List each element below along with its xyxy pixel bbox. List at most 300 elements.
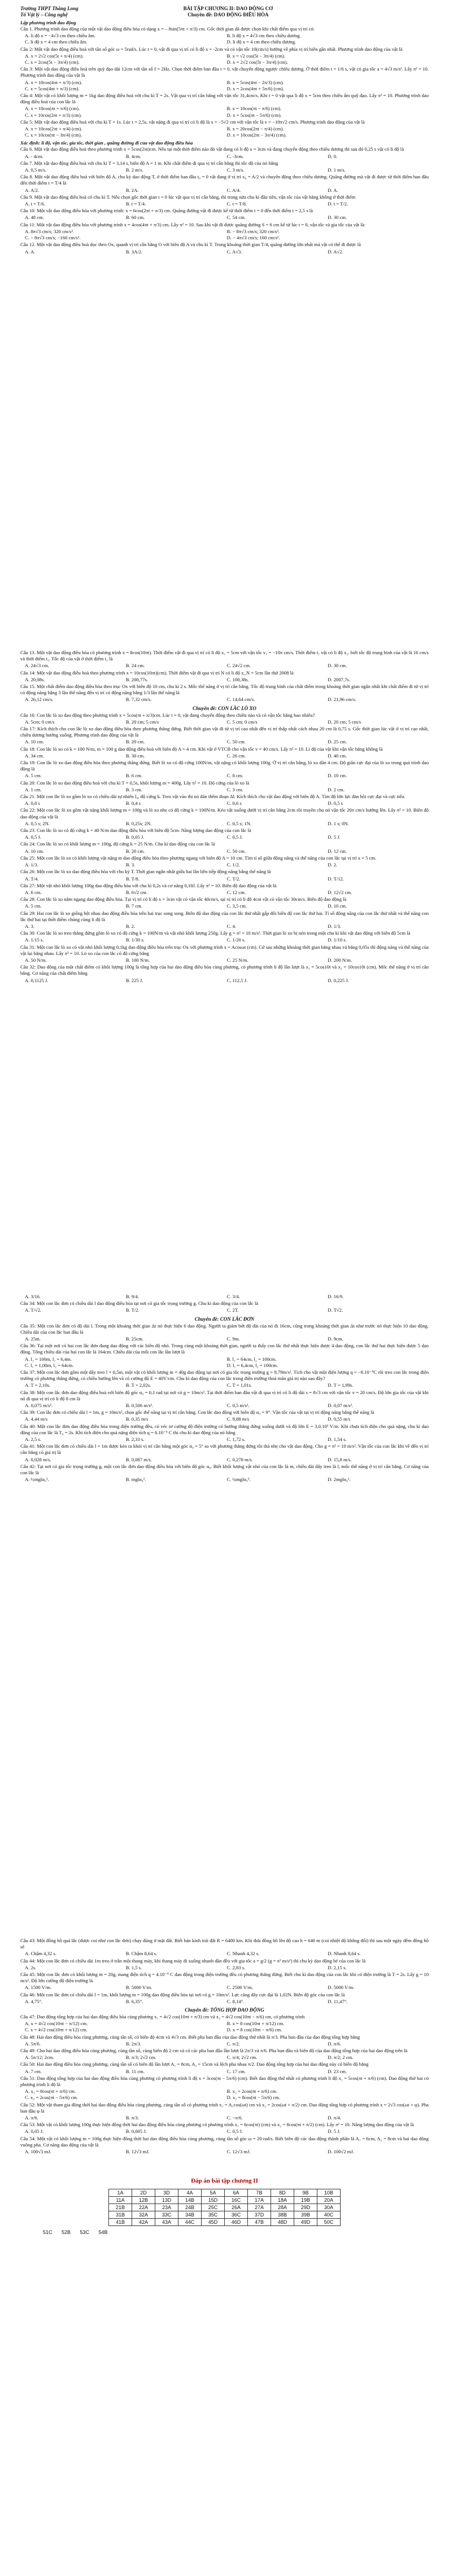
answer-key-cell: 37D: [248, 2211, 271, 2219]
option: B. 0,25s; 2N.: [125, 820, 152, 826]
option: B. 6√2 cm.: [125, 889, 147, 895]
option: C. 3,5 cm.: [226, 903, 247, 909]
answer-key-cell: 36C: [225, 2211, 248, 2219]
answer-key-cell: 49D: [294, 2219, 317, 2226]
option: D. 100√2 mJ.: [328, 2149, 354, 2155]
option: A. 1500 V/m.: [25, 1984, 52, 1991]
option: D. 11,47°.: [328, 1998, 348, 2004]
answer-options: [25, 978, 429, 984]
option: D. 30 cm.: [328, 663, 347, 669]
option: D. 12 cm.: [328, 848, 347, 854]
option: D. 2007,7s.: [328, 676, 350, 682]
answer-key-cell: 47B: [248, 2219, 271, 2226]
answer-options: [25, 1436, 429, 1443]
answer-key-cell: 21B: [109, 2204, 132, 2211]
option: B. 11 cm.: [125, 2068, 145, 2074]
option: D. 21,96 cm/s.: [328, 696, 356, 703]
option: B. 3.: [125, 862, 136, 868]
option: C. 1,72 s.: [226, 1436, 246, 1443]
answer-key-cell: 7B: [248, 2189, 271, 2197]
question: Câu 2: Một vật dao động điều hoà với tần số góc ω = 5rad/s. Lúc t = 0, vật đi qua vị trí có li độ x = -2cm và có vận tốc 10(cm/s) hướng về phía vị trí biên gần nhất. Phương trình dao động của vật là: [20, 46, 403, 52]
answer-options: [25, 937, 429, 943]
option: A. 1 cm.: [25, 786, 42, 792]
answer-options: [25, 890, 429, 896]
question: Câu 11: Một vật dao động điều hòa với phương trình x = 4cos(4πt + π/3) cm. Lấy π² = 10. Sau khi vật đi được quãng đường S = 6 cm kể từ lúc t = 0, vận tốc và gia tốc của vật là:: [20, 221, 365, 227]
option: A. 26,12 cm/s.: [25, 696, 54, 703]
option: B. 2 m/s.: [125, 167, 143, 173]
option: C. 100,38s.: [226, 676, 249, 682]
option: B. 1/30 s.: [125, 937, 145, 943]
question: Câu 43: Một đồng hồ quả lắc (được coi như con lắc đơn) chạy đúng ở mặt đất. Biết bán kính trái đất R = 6400 km. Khi đưa đồng hồ lên độ cao h = 640 m (coi nhiệt độ không đổi) thì sau một ngày đêm đồng hồ sẽ: [20, 1938, 429, 1950]
page-1: [0, 0, 449, 644]
option: D. 200 N/m.: [328, 957, 352, 963]
option: D. 10 cm.: [328, 773, 347, 779]
option: D. 40 cm.: [328, 752, 347, 759]
option: C. 0,5 s; 1N.: [226, 820, 251, 826]
question: Câu 21: Một con lắc lò xo gồm lò xo có chiều dài tự nhiên l₀, độ cứng k. Treo vật vào thì nó dãn thêm đoạn Δl. Kích thích cho vật dao động với biên độ A. Tìm độ lớn lực đàn hồi cực đại và cực tiểu.: [20, 794, 406, 800]
option: D. 0.: [328, 153, 338, 159]
option: A. x = 10cos(2πt + π/4) (cm).: [25, 126, 82, 132]
option: D. 5 J.: [328, 2128, 341, 2135]
question: Câu 32: Dao động của một chất điểm có khối lượng 100g là tổng hợp của hai dao động điều hòa cùng phương, có phương trình li độ lần lượt là x₁ = 5cos10t và x₂ = 10cos10t (cm). Mốc thế năng ở vị trí cân bằng. Cơ năng của chất điểm bằng: [20, 964, 429, 976]
option: B. x = 5cos(4πt − 2π/3) (cm).: [226, 79, 284, 85]
option: B. 2.: [125, 923, 136, 929]
header: [20, 6, 429, 18]
option: A. l₁ = 100m, l₂ = 6,4m.: [25, 1356, 72, 1362]
option: A. 100√3 mJ.: [25, 2149, 51, 2155]
option: C. 2T.: [226, 1307, 239, 1313]
question: Câu 42: Tại nơi có gia tốc trọng trường g, một con lắc đơn dao động điều hòa với biên độ góc α₀. Biết khối lượng vật nhỏ của con lắc là m, chiều dài dây treo là l, mốc thế năng ở vị trí cân bằng. Cơ năng của con lắc là: [20, 1463, 429, 1476]
option: C. 0,6 s: [226, 800, 242, 807]
option: B. 0,005 J.: [125, 2128, 147, 2135]
option: B. T/2.: [125, 1307, 140, 1313]
option: B. 0,35 m/s: [125, 1416, 149, 1422]
answer-options: [25, 957, 429, 963]
option: B. 225 J.: [125, 977, 143, 983]
option: B. 200,77s.: [125, 676, 148, 682]
answer-options: [25, 1403, 429, 1409]
option: C. T/2.: [226, 875, 241, 882]
answer-key-cell: 6A: [225, 2189, 248, 2197]
option: A. ½mglα₀².: [25, 1477, 49, 1483]
option: A. 10 cm.: [25, 739, 44, 745]
group-name: Tổ Vật lý – Công nghệ: [20, 12, 68, 17]
option: D. T/12.: [328, 875, 344, 882]
question: Câu 49: Cho hai dao động điều hòa cùng phương, cùng tần số, cùng biên độ 2 cm và có các pha ban đầu lần lượt là 2π/3 và π/6. Pha ban đầu và biên độ của dao động tổng hợp của hai dao động trên là: [20, 2048, 408, 2054]
answer-key-cell: 31B: [109, 2211, 132, 2219]
answer-options: [25, 106, 429, 118]
answer-options: [25, 876, 429, 882]
option: A. A/2.: [25, 187, 40, 193]
answer-key-table: [108, 2189, 341, 2226]
option: A. x₂ = 8cos(πt + π/6) cm.: [25, 2088, 76, 2095]
answer-options: [25, 2088, 429, 2101]
answer-key-cell: 29D: [294, 2204, 317, 2211]
option: D. 12√2 cm.: [328, 889, 352, 895]
option: D. A√2.: [328, 248, 343, 255]
question: Câu 7. Một vật dao động điều hoà với chu kì T = 3,14 s, biên độ A = 1 m. Khi chất điểm đi qua vị trí cân bằng thì tốc độ của nó bằng: [20, 160, 278, 166]
option: B. 3A/2.: [125, 248, 143, 255]
answer-options: [25, 1336, 429, 1342]
school-name: Trường THPT Thăng Long: [20, 6, 79, 11]
option: B. 60 cm.: [125, 214, 145, 221]
option: C. 12√3 mJ.: [226, 2149, 251, 2155]
answer-options: [25, 1477, 429, 1483]
page-3: [0, 1288, 449, 1932]
option: A. 0,075 m/s².: [25, 1403, 53, 1409]
option: D. π/4.: [328, 2115, 341, 2121]
option: B. 0,506 m/s².: [125, 1403, 154, 1409]
answer-options: [25, 1965, 429, 1971]
option: A. 24√3 cm.: [25, 663, 49, 669]
option: D. π/6.: [328, 2040, 341, 2047]
option: C. ¼mglα₀².: [226, 1477, 251, 1483]
answer-key-cell: 11A: [109, 2197, 132, 2204]
question: Câu 28: Con lắc lò xo nằm ngang dao động điều hòa. Tại vị trí có li độ x = 3cm vật có vận tốc 40cm/s, tại vị trí có li độ 4cm vật có vận tốc 30cm/s. Biên độ dao động là: [20, 896, 347, 903]
option: C. −π/6.: [226, 2115, 243, 2121]
answer-options: [25, 229, 429, 241]
answer-options: [25, 53, 429, 65]
option: C. 112,5 J.: [226, 977, 248, 983]
answer-options: [25, 2128, 429, 2135]
answer-options: [25, 862, 429, 868]
option: D. 15,8 m/s.: [328, 1456, 352, 1462]
option: D. 5 J.: [328, 834, 341, 840]
question: Câu 16: Con lắc lò xo dao động theo phương trình x = 5cos(πt + π/3)cm. Lúc t = 0, vật đang chuyển động theo chiều nào và có vận tốc bằng bao nhiêu?: [20, 712, 315, 718]
answer-options: [25, 834, 429, 840]
option: D. T = 1,99s.: [328, 1382, 354, 1388]
answer-key-cell: 30A: [317, 2204, 341, 2211]
option: D. 25 cm.: [328, 739, 347, 745]
option: B. π/3; 2√2 cm.: [125, 2054, 156, 2061]
option: B. 6 cm.: [125, 773, 142, 779]
option: C. 3 cm.: [226, 786, 243, 792]
question: Câu 3: Một vật dao động điều hoà trên quỹ đạo dài 12cm với tần số f = 2Hz. Chọn thời điểm ban đầu t = 0, vật chuyển động ngược chiều dương. Ở thời điểm t = 1/6 s, vật có gia tốc a = 4√3 m/s². Lấy π² = 10. Phương trình dao động của vật là: [20, 66, 429, 78]
option: D. 1/10 s.: [328, 937, 347, 943]
option: C. 25 N/m.: [226, 957, 249, 963]
option: A. 4,44 m/s: [25, 1416, 48, 1422]
option: B. π/3.: [125, 2115, 139, 2121]
section-heading: Lập phương trình dao động: [20, 20, 76, 25]
option: C. x = 4√2 cos(10πt + π/12) cm.: [25, 2027, 88, 2033]
question: Câu 30: Con lắc lò xo treo thẳng đứng gồm lò xo có độ cứng k = 100N/m và vật nhỏ khối lượng 250g. Lấy g = π² = 10 m/s². Thời gian lò xo bị nén trong một chu kì khi vật dao động với biên độ 5cm là: [20, 930, 411, 936]
option: D. 23 cm.: [328, 2068, 347, 2074]
option: C. 3 m/s.: [226, 167, 245, 173]
option: C. 4.: [226, 923, 236, 929]
answer-options: [25, 1416, 429, 1422]
option: C. -3cm.: [226, 153, 244, 159]
option: D. l₁ = 6,4cm, l₂ = 100cm.: [226, 1362, 278, 1368]
option: C. π/2.: [226, 2040, 240, 2047]
option: A. 3.: [25, 923, 34, 929]
answer-options: [25, 923, 429, 930]
answer-options: [25, 1999, 429, 2005]
option: A. x = 10cos(πt + π/6) (cm).: [25, 106, 80, 112]
question: Câu 26: Một con lắc lò xo dao động điều hòa với chu kỳ T. Thời gian ngắn nhất giữa hai lần liên tiếp động năng bằng thế năng là: [20, 869, 271, 875]
question: Câu 22: Một con lắc lò xo gồm vật nặng khối lượng m = 100g và lò xo nhẹ có độ cứng k = 100N/m. Kéo vật xuống dưới vị trí cân bằng 2cm rồi truyền cho nó vận tốc 20π cm/s hướng lên. Lấy π² = 10. Biên độ dao động của vật là: [20, 807, 429, 820]
option: D. x = 5cos(πt − 5π/6) (cm).: [226, 112, 282, 118]
option: A. t = T/6.: [25, 201, 45, 207]
question: Câu 8. Một vật dao động điều hoà với biên độ A, chu kỳ dao động T, ở thời điểm ban đầu t₀ = 0 vật đang ở vị trí x₀ = A/2 và chuyển động theo chiều dương. Quãng đường mà vật đi được từ thời điểm ban đầu đến thời điểm t = T/4 là: [20, 174, 429, 186]
answer-options: [25, 677, 429, 683]
question: Câu 46: Một con lắc đơn có chiều dài l = 1m, khối lượng m = 100g dao động điều hòa tại nơi có g = 10m/s². Lực căng dây cực đại là 1,02N. Biên độ góc của con lắc là: [20, 1991, 345, 1997]
answer-options: [25, 1307, 429, 1313]
option: A. 5π/6.: [25, 2040, 41, 2047]
question: Câu 20: Con lắc lò xo dao động điều hoà với chu kì T = 0,5s, khối lượng m = 400g. Lấy π² = 10. Độ cứng của lò xo là: [20, 779, 250, 786]
option: D. 16/9.: [328, 1294, 344, 1299]
answer-options: [25, 800, 429, 807]
doc-title: BÀI TẬP CHƯƠNG II: DAO ĐỘNG CƠ: [183, 6, 273, 11]
answer-options: [25, 903, 429, 909]
answer-key-cell: 46D: [225, 2219, 248, 2226]
option: C. 0,5 m/s².: [226, 1403, 250, 1409]
option: C. 0,278 m/s.: [226, 1456, 253, 1462]
option: B. t = T/4.: [125, 201, 146, 207]
question: Câu 40: Một con lắc đơn dao động điều hòa trong điện trường đều, có véc tơ cường độ điện trường có hướng thẳng đứng xuống dưới và độ lớn E = 3,0.10³ V/m. Khi chưa tích điện cho quả nặng, chu kì dao động của con lắc là T₀ = 2s. Khi tích điện cho quả nặng điện tích q = 6.10⁻⁵ C thì chu kì dao động của nó bằng: [20, 1423, 429, 1435]
option: C. 8,14°.: [226, 1998, 245, 2004]
option: A. x = 4√2 cos(10πt − π/12) cm.: [25, 2021, 88, 2027]
option: A. 6 cm.: [25, 889, 42, 895]
option: B. 20 cm; 5 cm/s: [125, 719, 159, 725]
option: B. 5000 V/m.: [125, 1984, 152, 1991]
option: A. 5π/12; 2cm.: [25, 2054, 54, 2061]
answer-key-cell: 28A: [271, 2204, 294, 2211]
option: C. x = 10cos(2πt + π/3) (cm).: [25, 112, 82, 118]
answer-key-cell: 35C: [202, 2211, 225, 2219]
question: Câu 6. Một vật dao động điều hoà theo phương trình x = 5cos(2πt)cm. Nếu tại một thời điểm nào đó vật đang có li độ x = 3cm và đang chuyển động theo chiều dương thì sau đó 0,25 s vật có li độ là: [20, 146, 404, 152]
option: B. x = 20cos(2πt − π/4) (cm).: [226, 126, 284, 132]
option: D. 2.: [328, 862, 338, 868]
option: B. 12√3 mJ.: [125, 2149, 150, 2155]
answer-key-cell: 24B: [178, 2204, 202, 2211]
section-heading: Xác định: li độ, vận tốc, gia tốc, thời gian , quãng đường đi của vật dao động điều hòa: [20, 140, 193, 146]
option: C. 3/4.: [226, 1294, 240, 1299]
answer-key-title: Đáp án bài tập chương II: [191, 2178, 258, 2185]
option: B. 2,33 s.: [125, 1436, 145, 1443]
question: Câu 53: Một vật có khối lượng 100g thực hiện đồng thời hai dao động điều hòa cùng phương có phương trình x₁ = 6cos(πt) (cm) và x₂ = 8cos(πt + π/2) (cm). Lấy π² = 10. Năng lượng dao động của vật là: [20, 2122, 414, 2128]
question: Câu 36: Tại một nơi có hai con lắc đơn đang dao động với các biên độ nhỏ. Trong cùng một khoảng thời gian, người ta thấy con lắc thứ nhất thực hiện được 4 dao động, con lắc thứ hai thực hiện được 5 dao động. Tổng chiều dài của hai con lắc là 164cm. Chiều dài của mỗi con lắc lần lượt là: [20, 1343, 429, 1355]
question: Câu 9. Một vật dao động điều hoà có chu kì T. Nếu chọn gốc thời gian t = 0 lúc vật qua vị trí cân bằng, thì trong nửa chu kì đầu tiên, vận tốc của vật bằng không ở thời điểm: [20, 194, 356, 200]
answer-key-cell: 48D: [271, 2219, 294, 2226]
answer-key-row: [109, 2197, 341, 2204]
option: D. x = 10cos(2πt − 3π/4) (cm).: [226, 132, 287, 138]
answer-key-cell: 39B: [294, 2211, 317, 2219]
option: D. 0,07 m/s².: [328, 1403, 354, 1409]
option: D. x = 2cos(4πt + 5π/6) (cm).: [226, 85, 284, 91]
option: D. 0,5 s: [328, 800, 343, 807]
question: Câu 19: Con lắc lò xo dao động điều hòa theo phương thẳng đứng. Biết lò xo có độ cứng 100N/m, vật nặng có khối lượng 100g. Ở vị trí cân bằng, lò xo dãn 4 cm. Độ giãn cực đại của lò xo trong quá trình dao động là: [20, 760, 429, 772]
option: A. 0,05 J.: [25, 2128, 44, 2135]
answer-key-row: [109, 2204, 341, 2211]
option: A. 0,8 s: [25, 800, 40, 807]
option: B. 20 cm.: [125, 739, 145, 745]
option: A. 3/16.: [25, 1294, 41, 1299]
option: B. 0,4 s: [125, 800, 141, 807]
question: Câu 35: Một con lắc đơn có độ dài l. Trong một khoảng thời gian Δt nó thực hiện 6 dao động. Người ta giảm bớt độ dài của nó đi 16cm, cũng trong khoảng thời gian Δt như trước nó thực hiện 10 dao động. Chiều dài của con lắc ban đầu là: [20, 1322, 429, 1335]
question: Câu 41: Một con lắc đơn có chiều dài l = 1m được kéo ra khỏi vị trí cân bằng một góc α₀ = 5° so với phương thẳng đứng rồi thả nhẹ cho vật dao động. Cho g = π² = 10 m/s². Vận tốc của con lắc khi về đến vị trí cân bằng có giá trị là: [20, 1443, 429, 1456]
question: Câu 23: Con lắc lò xo có độ cứng k = 40 N/m dao động điều hòa với biên độ 5cm. Năng lượng dao động của con lắc là: [20, 827, 251, 834]
option: A. 8π√3 cm/s; 320 cm/s².: [25, 228, 75, 234]
option: B. li độ x = 4√3 cm theo chiều dương.: [226, 33, 301, 39]
option: C. 9m.: [226, 1336, 240, 1342]
option: D. 9cm.: [328, 1336, 343, 1342]
option: B. 30 cm.: [125, 752, 145, 759]
answer-options: [25, 2115, 429, 2121]
question: Câu 17: Kích thích cho con lắc lò xo dao động điều hòa theo phương thẳng đứng. Biết thời gian vật đi từ vị trí cao nhất đến vị trí thấp nhất cách nhau 20 cm là 0,75 s. Gốc thời gian lúc vật ở vị trí cao nhất, chiều dương hướng xuống. Phương trình dao động của vật là: [20, 726, 429, 738]
option: B. x = 8 cos(10πt + π/12) cm.: [226, 2021, 285, 2027]
option: B. Chậm 8,64 s.: [125, 1951, 158, 1957]
option: A. 48 cm.: [25, 214, 44, 221]
answer-key-cell: 8D: [271, 2189, 294, 2197]
option: D. 1 m/s.: [328, 167, 346, 173]
answer-options: [25, 739, 429, 745]
option: B. x₂ = 2cos(πt + π/6) cm.: [226, 2088, 278, 2095]
answer-options: [25, 1356, 429, 1369]
option: D. 2mglα₀².: [328, 1477, 351, 1483]
option: A. 0,5 s; 2N.: [25, 820, 50, 826]
option: C. Nhanh 4,32 s.: [226, 1951, 260, 1957]
option: D. x = 8 cos(10πt − π/6) cm.: [226, 2027, 282, 2033]
option: A. x = 2√2 cos(5t + π/4) (cm).: [25, 52, 84, 59]
option: C. 50 cm.: [226, 848, 246, 854]
option: C. x = 2cos(5t − 3π/4) (cm).: [25, 59, 80, 65]
question: Câu 10: Một vật dao động điều hòa với phương trình: x = 6cos(2πt + π/3) cm. Quãng đường vật đi được kể từ thời điểm t = 0 đến thời điểm t = 2,5 s là: [20, 208, 313, 214]
option: D. 20 cm; 5 cm/s: [328, 719, 361, 725]
answer-key-row: [109, 2219, 341, 2226]
option: B. 4cm.: [125, 153, 141, 159]
option: B. 9/4.: [125, 1294, 139, 1299]
option: B. 24 cm.: [125, 663, 145, 669]
option: D. Nhanh 8,64 s.: [328, 1951, 361, 1957]
question: Câu 1. Phương trình dao động của một vật dao động điều hòa có dạng x = – 8sin(5πt + π/3) cm. Gốc thời gian đã được chọn khi chất điểm qua vị trí có:: [20, 26, 315, 32]
option: D. x₂ = 8cos(πt − 5π/6) cm.: [226, 2095, 280, 2101]
section-heading: Chuyên đề: CON LẮC ĐƠN: [194, 1316, 255, 1322]
option: A. 10 cm.: [25, 848, 44, 854]
page-2: [0, 644, 449, 1288]
option: B. 2A.: [125, 187, 139, 193]
answer-key-cell: 10B: [317, 2189, 341, 2197]
option: A. π/6.: [25, 2115, 38, 2121]
answer-key-cell: 40C: [317, 2211, 341, 2219]
answer-key-cell: 18A: [271, 2197, 294, 2204]
option: B. x = 10cos(πt − π/6) (cm).: [226, 106, 282, 112]
answer-key-cell: 38B: [271, 2211, 294, 2219]
question: Câu 50: Hai dao động điều hòa cùng phương, cùng tần số có biên độ lần lượt A₁ = 8cm, A₂ = 15cm và lệch pha nhau π/2. Dao động tổng hợp của hai dao động này có biên độ bằng: [20, 2061, 369, 2067]
option: D. A.: [328, 187, 338, 193]
question: Câu 44: Một con lắc đơn có chiều dài 1m treo ở trần một thang máy, khi thang máy đi xuống nhanh dần đều với gia tốc a = g/2 (g = π² m/s²) thì chu kỳ dao động bé của con lắc là: [20, 1957, 366, 1964]
answer-options: [25, 249, 429, 255]
option: B. x = √2 cos(5t − 3π/4) (cm).: [226, 52, 285, 59]
option: A. 20,08s.: [25, 676, 45, 682]
option: B. 3 cm.: [125, 786, 142, 792]
answer-key-cell: 15D: [202, 2197, 225, 2204]
answer-options: [25, 1951, 429, 1957]
option: D. t = T/2.: [328, 201, 348, 207]
option: A. 2s.: [25, 1964, 37, 1970]
option: A. 50 N/m.: [25, 957, 47, 963]
answer-options: [25, 696, 429, 703]
question: Câu 29: Hai con lắc lò xo giống hệt nhau dao động điều hòa trên hai trục song song. Biên độ dao động của con lắc thứ nhất gấp đôi biên độ con lắc thứ hai. Tỉ số động năng của con lắc thứ nhất và thế năng con lắc thứ hai tại thời điểm chúng cùng li độ là: [20, 910, 429, 922]
option: D. − 4π√3 cm/s; 160 cm/s².: [226, 235, 280, 241]
option: C. 0,5 J.: [226, 834, 243, 840]
option: D. 30 cm.: [328, 214, 347, 221]
option: C. 12 cm.: [226, 889, 246, 895]
option: A. T = 2,10s.: [25, 1382, 51, 1388]
option: C. li độ x = 4 cm theo chiều âm.: [25, 39, 88, 45]
option: C. π/4; 2√2 cm.: [226, 2054, 258, 2061]
option: A. 0,1125 J.: [25, 977, 49, 983]
answer-key-cell: 32A: [132, 2211, 155, 2219]
answer-options: [25, 2054, 429, 2061]
option: C. x = 5cos(4πt + π/3) (cm).: [25, 85, 80, 91]
option: C. 8 cm.: [226, 773, 243, 779]
question: Câu 39: Con lắc đơn có chiều dài l = 1m, g = 10m/s², chọn gốc thế năng tại vị trí cân bằng. Con lắc dao động với biên độ α₀ = 9°. Vận tốc của vật tại vị trí động năng bằng thế năng là: [20, 1409, 374, 1416]
option: C. A√3.: [226, 248, 242, 255]
answer-key-cell: 25C: [202, 2204, 225, 2211]
option: B. 2π/3.: [125, 2040, 142, 2047]
option: B. T = 2,02s.: [125, 1382, 151, 1388]
option: A. 0,028 m/s.: [25, 1456, 51, 1462]
option: B. 1,5 s.: [125, 1964, 142, 1970]
option: A. T/4.: [25, 875, 39, 882]
option: C. x₂ = 2cos(πt − 5π/6) cm.: [25, 2095, 78, 2101]
option: D. 10 cm.: [328, 903, 347, 909]
option: A. x = 10cos(4πt + π/3) (cm).: [25, 79, 82, 85]
answer-key-cell: 3D: [155, 2189, 178, 2197]
answer-options: [25, 214, 429, 221]
answer-key-cell: 50C: [317, 2219, 341, 2226]
answer-options: [25, 753, 429, 759]
question: Câu 18: Con lắc lò xo có k = 100 N/m, m = 100 g dao động điều hoà với biên độ A = 4 cm. Khi vật ở VTCB cho vận tốc v = 40 cm/s. Lấy π² = 10. Li độ của vật khi vận tốc bằng không là: [20, 746, 383, 752]
option: B. 25cm.: [125, 1336, 144, 1342]
option: B. 0,05 J.: [125, 834, 145, 840]
answer-key-cell: 43A: [155, 2219, 178, 2226]
answer-key-cell: 41B: [109, 2219, 132, 2226]
answer-options: [25, 719, 429, 725]
answer-key-cell: 44C: [178, 2219, 202, 2226]
answer-options: [25, 154, 429, 160]
question: Câu 37: Một con lắc đơn gồm một dây treo l = 0,5m, một vật có khối lượng m = 40g dao động tại nơi có gia tốc trọng trường g = 9,79m/s². Tích cho vật một điện lượng q = −8.10⁻⁵C rồi treo con lắc trong điện trường có phương thẳng đứng, có chiều hướng lên và có cường độ E = 40V/cm. Chu kì dao động của con lắc trong điện trường thoả mãn giá trị nào sau đây?: [20, 1369, 429, 1382]
answer-key-row: [109, 2189, 341, 2197]
answer-options: [25, 663, 429, 669]
answer-options: [25, 126, 429, 138]
option: C. 26 cm.: [226, 752, 246, 759]
question: Câu 27: Một vật nhỏ khối lượng 100g dao động điều hòa với chu kì 0,2s và cơ năng 0,18J. Lấy π² = 10. Biên độ dao động của vật là: [20, 882, 277, 888]
question: Câu 25: Một con lắc lò xo có khối lượng vật nặng m dao động điều hòa theo phương ngang với biên độ A = 10 cm. Tìm tỉ số giữa động năng và thế năng của con lắc tại vị trí x = 5 cm.: [20, 855, 377, 861]
answer-options: [25, 201, 429, 207]
page-4: [0, 1932, 449, 2576]
answer-key-cell: 16C: [225, 2197, 248, 2204]
question: Câu 54: Một vật có khối lượng m = 100g thực hiện đồng thời hai dao động điều hòa cùng phương, cùng tần số góc ω = 20 rad/s. Biết biên độ các dao động thành phần là A₁ = 6cm, A₂ = 8cm và hai dao động vuông pha. Cơ năng dao động của vật là: [20, 2135, 429, 2148]
option: C. − 8π√3 cm/s; −160 cm/s².: [25, 235, 81, 241]
option: B. 7,32 cm/s.: [125, 696, 152, 703]
option: A. 1/3.: [25, 862, 38, 868]
option: D. 1/3.: [328, 923, 341, 929]
option: C. 9,88 m/s: [226, 1416, 250, 1422]
question: Câu 14: Một vật dao động điều hoà theo phương trình x = 10cos(10πt)(cm). Thời điểm vật đi qua vị trí N có li độ x_N = 5cm lần thứ 2008 là: [20, 669, 294, 676]
option: D. x = 2√2 cos(5t − 3π/4) (cm).: [226, 59, 288, 65]
option: D. li độ x = 4 cm theo chiều dương.: [226, 39, 297, 45]
answer-options: [25, 33, 429, 45]
option: A. 5cm; 0 cm/s: [25, 719, 55, 725]
question: Câu 48: Hai dao động điều hòa cùng phương, cùng tần số, có biên độ 4cm và 4√3 cm. Biết pha ban đầu của dao động thứ nhất là π/3. Pha ban đầu của dao động tổng hợp bằng: [20, 2034, 360, 2040]
option: C. A/4.: [226, 187, 241, 193]
option: A. - 4cm.: [25, 153, 43, 159]
option: A. 5 cm.: [25, 903, 42, 909]
option: C. 14,64 cm/s.: [226, 696, 255, 703]
answer-options: [25, 787, 429, 793]
option: C. 54 cm.: [226, 214, 246, 221]
